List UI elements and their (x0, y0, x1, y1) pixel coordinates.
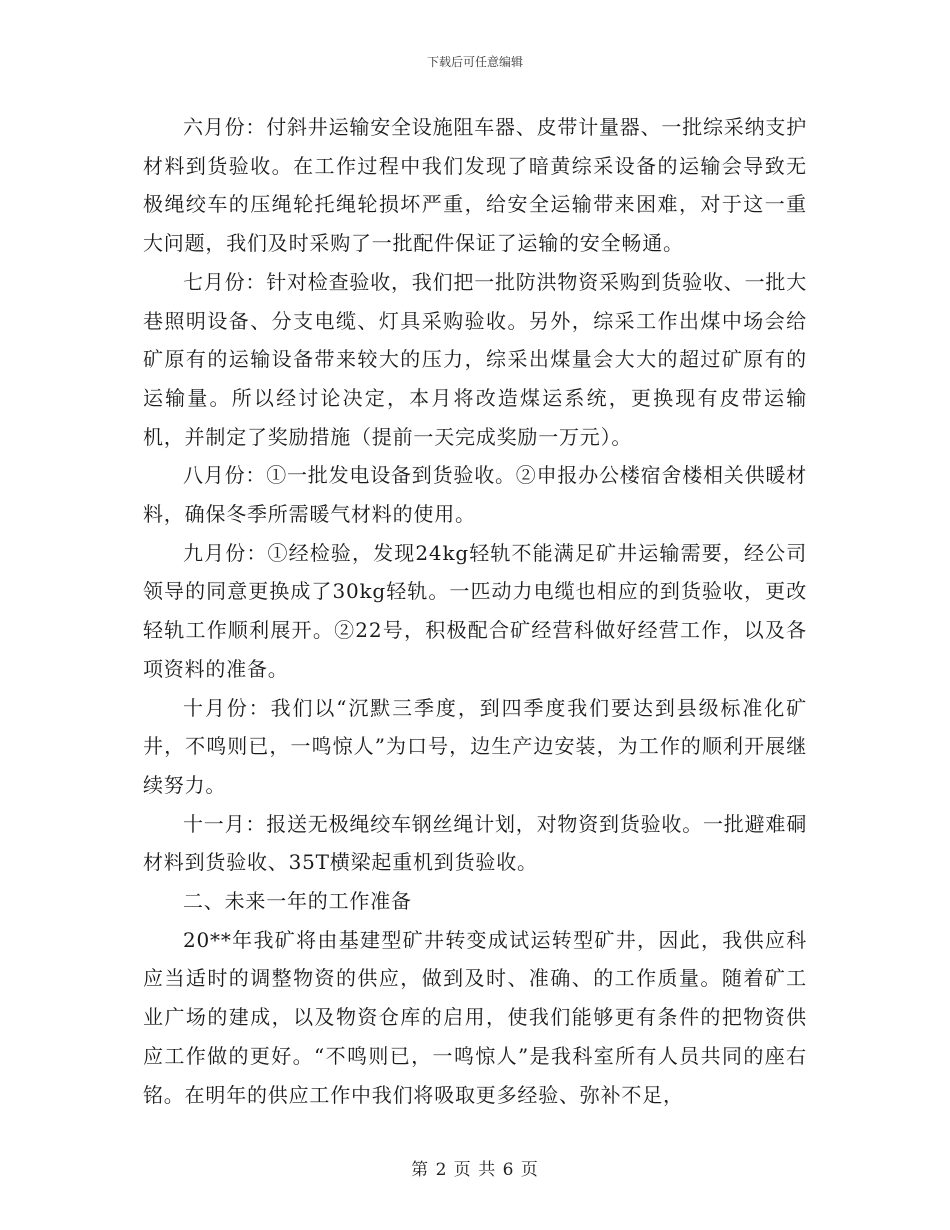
page-header-note: 下载后可任意编辑 (426, 55, 523, 69)
paragraph-september: 九月份：①经检验，发现24kg轻轨不能满足矿井运输需要，经公司领导的同意更换成了30kg轻轨。一匹动力电缆也相应的到货验收，更改轻轨工作顺利展开。②22号，积极配合矿经营科做好经营工作，以及各项资料的准备。 (143, 540, 807, 681)
document-body (143, 108, 807, 1114)
page-number-footer: 第 2 页 共 6 页 (411, 1160, 539, 1180)
paragraph-november: 十一月：报送无极绳绞车钢丝绳计划，对物资到货验收。一批避难硐材料到货验收、35T横梁起重机到货验收。 (143, 811, 807, 875)
paragraph-august: 八月份：①一批发电设备到货验收。②申报办公楼宿舍楼相关供暖材料，确保冬季所需暖气材料的使用。 (143, 463, 807, 527)
paragraph-next-year-plan: 20**年我矿将由基建型矿井转变成试运转型矿井，因此，我供应科应当适时的调整物资的供应，做到及时、准确、的工作质量。随着矿工业广场的建成，以及物资仓库的启用，使我们能够更有条件的把物资供应工作做的更好。“不鸣则已，一鸣惊人”是我科室所有人员共同的座右铭。在明年的供应工作中我们将吸取更多经验、弥补不足， (143, 927, 807, 1107)
section-heading-next-year: 二、未来一年的工作准备 (183, 889, 412, 914)
paragraph-june: 六月份：付斜井运输安全设施阻车器、皮带计量器、一批综采纳支护材料到货验收。在工作过程中我们发现了暗黄综采设备的运输会导致无极绳绞车的压绳轮托绳轮损坏严重，给安全运输带来困难，对于这一重大问题，我们及时采购了一批配件保证了运输的安全畅通。 (143, 115, 807, 256)
paragraph-october: 十月份：我们以“沉默三季度，到四季度我们要达到县级标准化矿井，不鸣则已，一鸣惊人”为口号，边生产边安装，为工作的顺利开展继续努力。 (143, 695, 807, 797)
paragraph-july: 七月份：针对检查验收，我们把一批防洪物资采购到货验收、一批大巷照明设备、分支电缆、灯具采购验收。另外，综采工作出煤中场会给矿原有的运输设备带来较大的压力，综采出煤量会大大的超过矿原有的运输量。所以经讨论决定，本月将改造煤运系统，更换现有皮带运输机，并制定了奖励措施（提前一天完成奖励一万元）。 (143, 269, 807, 449)
